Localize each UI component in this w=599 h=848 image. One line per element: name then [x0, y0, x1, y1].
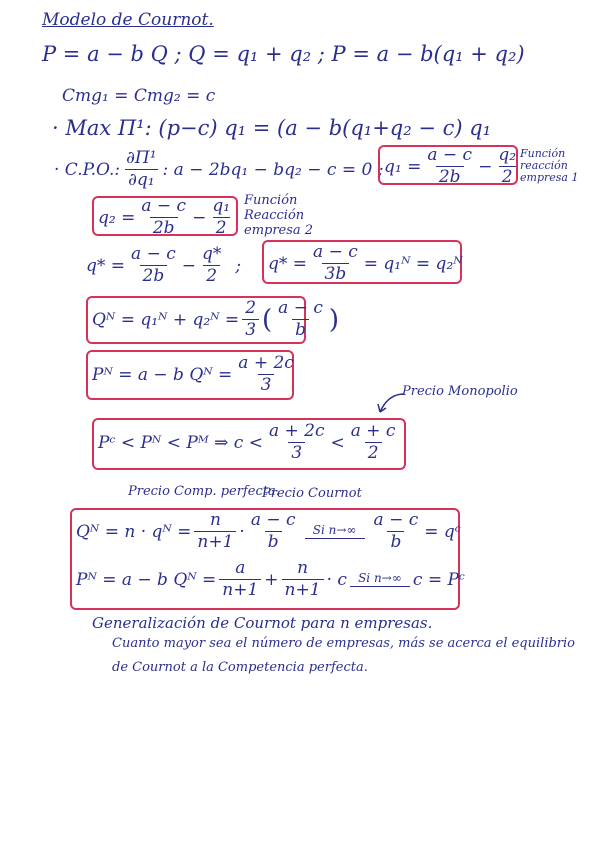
- symmetric-q-num2: q*: [202, 244, 222, 264]
- max-profit-line: · Max Π¹: (p−c) q₁ = (a − b(q₁+q₂ − c) q₁: [52, 116, 492, 140]
- n-firms-price-num: a: [235, 558, 246, 578]
- competitive-price-label: Precio Comp. perfecta.: [128, 484, 280, 499]
- symmetric-q-num: a − c: [131, 244, 176, 264]
- reaction-2-den: 2b: [150, 217, 178, 237]
- symmetric-q-den2: 2: [203, 265, 220, 285]
- total-quantity: Qᴺ = q₁ᴺ + q₂ᴺ = $\frac{2}{3}$ ( $\frac{a - c}{b}$ ): [92, 298, 340, 340]
- cpo-line: [54, 150, 383, 189]
- total-quantity-num: 2: [245, 298, 257, 318]
- symmetric-q-frac: [128, 246, 179, 285]
- equilibrium-q: [268, 244, 463, 283]
- total-quantity-frac2: [275, 300, 326, 339]
- equilibrium-q-frac: [310, 244, 361, 283]
- n-firms-price-num2: n: [297, 558, 309, 578]
- reaction-1-note: Función reacción empresa 1: [520, 147, 579, 185]
- reaction-2-num2: q₁: [212, 196, 231, 216]
- marginal-cost-line: Cmg₁ = Cmg₂ = c: [62, 86, 216, 106]
- n-firms-price-arrow: [350, 572, 410, 587]
- price-comparison-den2: 2: [365, 442, 382, 462]
- reaction-2-frac: [138, 198, 189, 237]
- n-firms-quantity-num3: a − c: [373, 510, 419, 530]
- price-comparison-frac2: [348, 423, 399, 462]
- reaction-1-minus: −: [478, 156, 493, 177]
- cpo-derivative-num: ∂Π¹: [126, 148, 157, 168]
- equilibrium-q-rhs: = q₁ᴺ = q₂ᴺ: [363, 253, 463, 274]
- n-firms-quantity-num2: a − c: [250, 510, 296, 530]
- n-firms-quantity-lhs: Qᴺ = n · qᴺ =: [76, 521, 192, 542]
- cournot-price-den: 3: [258, 374, 275, 394]
- n-firms-quantity-den2: b: [265, 531, 282, 551]
- n-firms-quantity-den3: b: [387, 531, 404, 551]
- n-firms-price-frac: [219, 560, 261, 599]
- generalization-note: Generalización de Cournot para n empresas.: [92, 614, 433, 632]
- n-firms-price-lhs: Pᴺ = a − b Qᴺ =: [76, 569, 217, 590]
- reaction-2-num: a − c: [141, 196, 187, 216]
- price-comparison: [98, 423, 401, 462]
- cournot-price-label: Precio Cournot: [262, 486, 362, 501]
- total-quantity-lhs: Qᴺ = q₁ᴺ + q₂ᴺ =: [92, 309, 240, 330]
- reaction-1: [384, 147, 522, 186]
- n-firms-quantity-den: n+1: [194, 531, 236, 551]
- n-firms-quantity-arrow-label: Si n→∞: [312, 523, 357, 537]
- n-firms-quantity-frac: [194, 512, 236, 551]
- monopoly-arrow-icon: [370, 388, 406, 416]
- n-firms-quantity-frac3: [371, 512, 422, 551]
- cournot-price-frac: [235, 355, 297, 394]
- n-firms-price-frac2: [282, 560, 324, 599]
- n-firms-quantity-frac2: [248, 512, 299, 551]
- n-firms-quantity-arrow: [305, 524, 365, 539]
- total-quantity-den: 3: [242, 319, 259, 339]
- symmetric-q-frac2: [199, 246, 224, 285]
- cournot-price-num: a + 2c: [238, 353, 294, 373]
- reaction-1-num: a − c: [427, 145, 473, 165]
- n-firms-price-den: n+1: [219, 579, 261, 599]
- price-comparison-num: a + 2c: [268, 421, 325, 441]
- conclusion-note-2: de Cournot a la Competencia perfecta.: [112, 660, 368, 675]
- reaction-2-frac2: [209, 198, 233, 237]
- total-quantity-den2: b: [292, 319, 309, 339]
- n-firms-price-plus: +: [264, 569, 279, 590]
- reaction-1-lhs: q₁ =: [384, 156, 422, 177]
- n-firms-quantity-rhs: = qᶜ: [424, 521, 461, 542]
- reaction-2: [98, 198, 236, 237]
- n-firms-price-rhs: c = Pᶜ: [412, 569, 465, 590]
- symmetric-q-semicolon: ;: [235, 255, 242, 276]
- n-firms-price-c: · c: [326, 569, 347, 590]
- n-firms-quantity-num: n: [209, 510, 221, 530]
- n-firms-price-arrow-label: Si n→∞: [358, 571, 402, 585]
- reaction-2-note: Función Reacción empresa 2: [244, 193, 314, 238]
- equilibrium-q-den: 3b: [322, 263, 350, 283]
- cpo-derivative-den: ∂q₁: [125, 169, 158, 189]
- price-comparison-frac: [266, 423, 328, 462]
- reaction-1-den: 2b: [436, 166, 464, 186]
- price-comparison-lt: <: [330, 432, 345, 453]
- conclusion-note-1: Cuanto mayor sea el número de empresas, más se acerca el equilibrio: [112, 636, 575, 651]
- reaction-2-minus: −: [192, 207, 207, 228]
- total-quantity-frac: [242, 300, 259, 339]
- title: Modelo de Cournot.: [42, 10, 214, 30]
- total-quantity-num2: a − c: [278, 298, 323, 318]
- equilibrium-q-num: a − c: [313, 242, 358, 262]
- n-firms-price-den2: n+1: [282, 579, 324, 599]
- n-firms-quantity: [76, 512, 461, 551]
- symmetric-q: [86, 246, 241, 285]
- cpo-label: · C.P.O.:: [54, 159, 121, 180]
- price-comparison-num2: a + c: [350, 421, 396, 441]
- n-firms-price: [76, 560, 465, 599]
- price-comparison-den: 3: [288, 442, 305, 462]
- cpo-equation: : a − 2bq₁ − bq₂ − c = 0 ;: [162, 159, 384, 180]
- reaction-1-num2: q₂: [498, 145, 517, 165]
- symmetric-q-lhs: q* =: [86, 255, 126, 276]
- demand-line: P = a − b Q ; Q = q₁ + q₂ ; P = a − b(q₁ + q₂): [42, 42, 525, 66]
- reaction-2-den2: 2: [213, 217, 230, 237]
- symmetric-q-den: 2b: [140, 265, 168, 285]
- cournot-price-lhs: Pᴺ = a − b Qᴺ =: [92, 364, 233, 385]
- monopoly-price-label: Precio Monopolio: [402, 384, 518, 399]
- symmetric-q-minus: −: [181, 255, 196, 276]
- price-comparison-lhs: Pᶜ < Pᴺ < Pᴹ ⇒ c <: [98, 432, 263, 453]
- equilibrium-q-lhs: q* =: [268, 253, 308, 274]
- reaction-2-lhs: q₂ =: [98, 207, 136, 228]
- reaction-1-den2: 2: [499, 166, 516, 186]
- cournot-price: [92, 355, 300, 394]
- reaction-1-frac2: [495, 147, 519, 186]
- n-firms-quantity-dot: ·: [239, 521, 245, 542]
- cpo-derivative: [123, 150, 159, 189]
- reaction-1-frac: [424, 147, 475, 186]
